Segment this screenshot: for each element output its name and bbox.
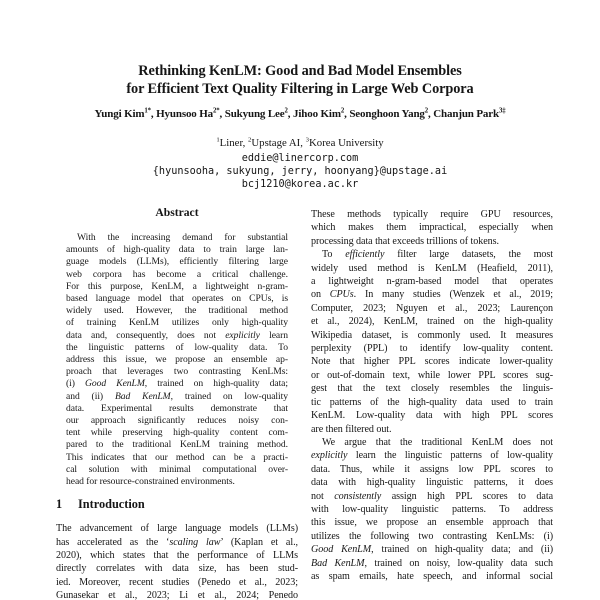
text-line: To efficiently filter large datasets, the most bbox=[322, 249, 553, 261]
section-number: 1 bbox=[56, 497, 63, 512]
text-line: Good KenLM, trained on high-quality data; and (ii) bbox=[311, 544, 554, 556]
affiliation-name: Korea University bbox=[309, 137, 384, 149]
email-line: bcj1210@korea.ac.kr bbox=[241, 179, 359, 190]
author-superscript: 2 bbox=[424, 107, 429, 115]
text-line: has accelerated as the ‘scaling law’ (Kaplan et al., bbox=[56, 536, 298, 548]
text-line: widely used method is KenLM (Heafield, 2011), bbox=[311, 262, 553, 274]
text-line: are then filtered out. bbox=[311, 423, 392, 435]
text-line: as spam emails, hate speech, and informal social bbox=[311, 570, 553, 582]
text-line: Gunasekar et al., 2023; Li et al., 2024; Penedo bbox=[56, 590, 298, 600]
paper-title bbox=[0, 63, 600, 98]
text-line: guage models (LLMs), efficiently filtering large bbox=[66, 256, 288, 268]
text-line: pared to the traditional KenLM training method. bbox=[66, 439, 288, 451]
text-line: our approach significantly reduces noisy con- bbox=[66, 415, 288, 427]
text-line: based language model that operates on CPUs, is bbox=[66, 293, 288, 305]
text-line: utilizes the following two contrasting KenLMs: (i) bbox=[311, 530, 553, 542]
text-line: or out-of-domain text, while lower PPL scores sug- bbox=[311, 369, 553, 381]
text-line: web corpora has become a critical challenge. bbox=[66, 268, 288, 280]
text-line: 2020), which states that the performance of LLMs bbox=[56, 550, 298, 562]
right-column bbox=[311, 208, 553, 583]
author-name: Yungi Kim$^{1*}$ bbox=[94, 107, 151, 120]
text-line: directly correlates with data size, has been stud- bbox=[56, 563, 298, 575]
text-line: this issue, we propose an ensemble approach that bbox=[311, 517, 553, 529]
author-superscript: 2 bbox=[284, 107, 288, 115]
affiliations-line bbox=[0, 137, 600, 150]
left-column bbox=[56, 206, 298, 600]
text-line: a lightweight n-gram-based model that operates bbox=[311, 276, 553, 288]
text-line: the linguistic patterns of low-quality data. To bbox=[66, 341, 288, 353]
author-name: Hyunsoo $Ha^{2*}$ bbox=[156, 107, 220, 120]
title-line: for Efficient Text Quality Filtering in Large Web Corpora bbox=[126, 80, 474, 97]
text-line: data. Thus, while it assigns low PPL scores to bbox=[311, 463, 553, 475]
text-line: processing data that exceeds trillions of tokens. bbox=[311, 235, 499, 247]
affiliation-superscript: 2 bbox=[248, 136, 252, 144]
affiliation-name: Liner, bbox=[219, 137, 249, 149]
text-line: amounts of high-quality data to train large lan- bbox=[66, 244, 288, 256]
text-line: Wikipedia dataset, is commonly used. It measures bbox=[311, 329, 553, 341]
author-name: Chanjun Park$^{3\ddagger}$ bbox=[433, 107, 506, 120]
author-superscript: 2 bbox=[340, 107, 345, 115]
text-line: We argue that the traditional KenLM does not bbox=[322, 436, 553, 448]
text-line: gest that the text closely resembles the linguis- bbox=[311, 383, 553, 395]
email-block bbox=[0, 152, 600, 191]
text-line: address this issue, we propose an ensemble ap- bbox=[66, 354, 288, 366]
text-line: tic patterns of the high-quality data used to train bbox=[311, 396, 553, 408]
author-name: Jihoo Kim$^2$ bbox=[293, 107, 345, 120]
author-superscript: 2* bbox=[213, 107, 220, 115]
section-heading-introduction bbox=[56, 497, 298, 512]
text-line: widely used. However, the traditional method bbox=[66, 305, 288, 317]
authors-line: Yungi Kim$^{1*}$, Hyunsoo $Ha^{2*}$, Sukyung Lee$^2$, Jihoo Kim$^2$, Seonghoon Yang$^2$, Chanjun Park$^{3\ddagger}$ bbox=[94, 107, 506, 120]
text-line: Note that higher PPL scores indicate lower-quality bbox=[311, 356, 553, 368]
text-line: with low-quality linguistic patterns. To address bbox=[311, 503, 553, 515]
title-line: Rethinking KenLM: Good and Bad Model Ensembles bbox=[138, 63, 462, 79]
author-name: Sukyung Lee$^2$ bbox=[224, 107, 288, 120]
text-line: tent while preserving high-quality content com- bbox=[66, 427, 288, 439]
text-line: The advancement of large language models (LLMs) bbox=[56, 523, 298, 535]
text-line: With the increasing demand for substantial bbox=[77, 232, 288, 243]
text-line: of training KenLM utilizes only high-quality bbox=[66, 317, 288, 329]
text-line: on CPUs. In many studies (Wenzek et al., 2019; bbox=[311, 289, 553, 301]
text-line: These methods typically require GPU resources, bbox=[311, 209, 553, 220]
introduction-body bbox=[56, 522, 298, 600]
text-line: perplexity (PPL) to identify low-quality content. bbox=[311, 343, 553, 355]
text-line: data. Experimental results demonstrate that bbox=[66, 402, 288, 414]
affiliation-superscript: 3 bbox=[305, 136, 309, 144]
text-line: This indicates that our method can be a practi- bbox=[66, 451, 288, 463]
author-superscript: 3‡ bbox=[498, 107, 506, 115]
text-line: proach that leverages two contrasting KenLMs: bbox=[66, 366, 288, 378]
abstract-body bbox=[66, 232, 288, 488]
affiliation-name: Upstage AI, bbox=[251, 137, 306, 149]
text-line: ied. Moreover, recent studies (Penedo et al., 2023; bbox=[56, 576, 298, 588]
email-line: eddie@linercorp.com bbox=[241, 153, 359, 164]
text-line: data with high-quality linguistic patterns, it does bbox=[311, 477, 553, 489]
text-line: Bad KenLM, trained on noisy, low-quality data such bbox=[311, 557, 553, 569]
author-name: Seonghoon Yang$^2$ bbox=[349, 107, 429, 120]
text-line: and (ii) Bad KenLM, trained on low-quality bbox=[66, 390, 289, 402]
author-superscript: 1* bbox=[144, 107, 151, 115]
text-line: et al., 2024), KenLM, trained on the high-quality bbox=[311, 316, 553, 328]
text-line: data and, consequently, does not explicitly learn bbox=[66, 329, 289, 341]
affiliation-superscript: 1 bbox=[216, 136, 220, 144]
text-line: not consistently assign high PPL scores to data bbox=[311, 490, 553, 502]
text-line: cal solution with minimal computational over- bbox=[66, 463, 288, 475]
text-line: Computer, 2023; Nguyen et al., 2023; Laurençon bbox=[311, 302, 553, 314]
text-line: head for resource-constrained environments. bbox=[66, 476, 235, 488]
text-line: KenLM. Low-quality data with high PPL scores bbox=[311, 410, 553, 422]
paper-header bbox=[0, 63, 600, 191]
text-line: For this purpose, KenLM, a lightweight n-gram- bbox=[66, 280, 288, 292]
email-line: {hyunsooha, sukyung, jerry, hoonyang}@upstage.ai bbox=[152, 166, 448, 177]
text-line: which makes them impractical, especially when bbox=[311, 222, 553, 234]
text-line: (i) Good KenLM, trained on high-quality data; bbox=[66, 378, 289, 390]
abstract-heading: Abstract bbox=[155, 206, 199, 219]
text-line: explicitly learn the linguistic patterns of low-quality bbox=[311, 450, 553, 462]
section-title: Introduction bbox=[78, 497, 145, 512]
